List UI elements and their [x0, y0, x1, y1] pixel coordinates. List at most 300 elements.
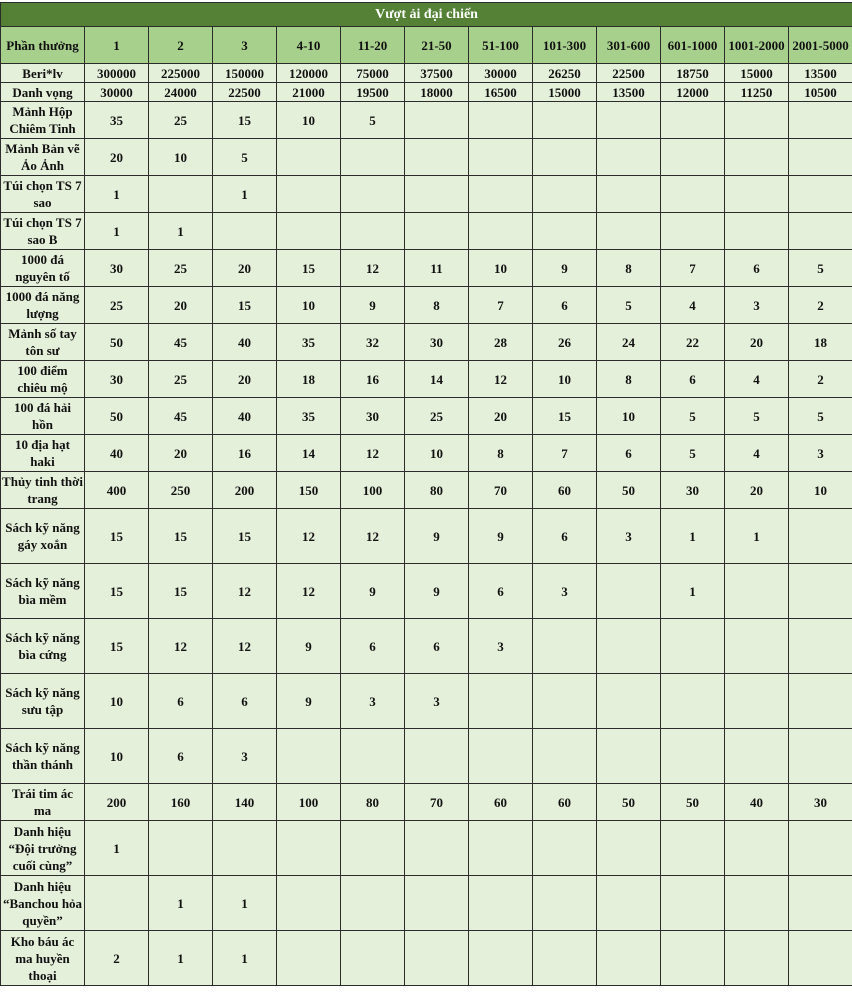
reward-row — [1, 435, 852, 472]
reward-value: 150 — [277, 472, 341, 509]
reward-value: 40 — [85, 435, 149, 472]
reward-value — [533, 102, 597, 139]
reward-value — [469, 176, 533, 213]
reward-value: 3 — [725, 287, 789, 324]
reward-value: 25 — [149, 102, 213, 139]
reward-value: 40 — [213, 324, 277, 361]
reward-value: 21000 — [277, 83, 341, 102]
reward-value: 18000 — [405, 83, 469, 102]
reward-value: 160 — [149, 784, 213, 821]
reward-value: 20 — [213, 361, 277, 398]
reward-value — [405, 213, 469, 250]
reward-value: 10 — [533, 361, 597, 398]
reward-row — [1, 509, 852, 564]
reward-value: 13500 — [789, 64, 852, 83]
reward-row — [1, 287, 852, 324]
reward-value: 32 — [341, 324, 405, 361]
reward-value: 12 — [149, 619, 213, 674]
reward-value: 15 — [277, 250, 341, 287]
reward-value — [405, 102, 469, 139]
reward-value: 15000 — [725, 64, 789, 83]
rank-header: 2001-5000 — [789, 27, 852, 64]
reward-value — [725, 564, 789, 619]
reward-value: 15 — [533, 398, 597, 435]
reward-value: 9 — [341, 564, 405, 619]
reward-value — [789, 139, 852, 176]
reward-value: 24 — [597, 324, 661, 361]
reward-value — [405, 729, 469, 784]
reward-value: 30 — [405, 324, 469, 361]
reward-value — [597, 176, 661, 213]
rank-header: 601-1000 — [661, 27, 725, 64]
reward-value: 5 — [213, 139, 277, 176]
reward-value — [341, 729, 405, 784]
reward-row — [1, 83, 852, 102]
reward-value: 4 — [725, 435, 789, 472]
reward-value — [469, 213, 533, 250]
reward-value — [469, 674, 533, 729]
rank-header: 51-100 — [469, 27, 533, 64]
rank-header: 101-300 — [533, 27, 597, 64]
rank-header: 11-20 — [341, 27, 405, 64]
reward-value: 18750 — [661, 64, 725, 83]
reward-name: Sách kỹ năng thần thánh — [1, 729, 85, 784]
reward-value: 10 — [277, 287, 341, 324]
reward-value: 12 — [341, 509, 405, 564]
reward-value: 40 — [213, 398, 277, 435]
reward-value: 50 — [597, 472, 661, 509]
reward-name: 1000 đá năng lượng — [1, 287, 85, 324]
reward-value: 200 — [213, 472, 277, 509]
reward-value: 300000 — [85, 64, 149, 83]
reward-value: 20 — [85, 139, 149, 176]
reward-value: 70 — [405, 784, 469, 821]
reward-name: Kho báu ác ma huyền thoại — [1, 931, 85, 986]
reward-value: 10 — [789, 472, 852, 509]
reward-value: 60 — [469, 784, 533, 821]
reward-row — [1, 472, 852, 509]
reward-value — [661, 674, 725, 729]
reward-value — [725, 139, 789, 176]
reward-value: 15 — [85, 509, 149, 564]
reward-value: 140 — [213, 784, 277, 821]
reward-value — [597, 619, 661, 674]
reward-value: 5 — [725, 398, 789, 435]
reward-value — [725, 619, 789, 674]
reward-value: 1 — [149, 931, 213, 986]
reward-value: 5 — [661, 398, 725, 435]
reward-value: 45 — [149, 398, 213, 435]
reward-value: 22500 — [213, 83, 277, 102]
reward-row — [1, 398, 852, 435]
reward-value: 8 — [597, 361, 661, 398]
reward-name: Thủy tinh thời trang — [1, 472, 85, 509]
reward-value: 12 — [341, 435, 405, 472]
reward-value: 3 — [789, 435, 852, 472]
rank-header: 2 — [149, 27, 213, 64]
reward-value: 30 — [789, 784, 852, 821]
reward-value: 1 — [213, 931, 277, 986]
reward-value: 26250 — [533, 64, 597, 83]
reward-value: 30000 — [85, 83, 149, 102]
reward-value — [149, 821, 213, 876]
reward-value: 60 — [533, 784, 597, 821]
reward-value: 80 — [405, 472, 469, 509]
reward-row — [1, 102, 852, 139]
reward-value — [341, 176, 405, 213]
reward-value: 9 — [533, 250, 597, 287]
reward-value — [725, 102, 789, 139]
reward-value: 24000 — [149, 83, 213, 102]
reward-value — [341, 876, 405, 931]
reward-value: 6 — [405, 619, 469, 674]
reward-value — [597, 564, 661, 619]
header-row — [1, 27, 852, 64]
reward-value: 2 — [789, 361, 852, 398]
reward-value — [661, 213, 725, 250]
reward-value — [533, 674, 597, 729]
reward-value — [533, 729, 597, 784]
reward-value: 50 — [597, 784, 661, 821]
reward-value — [789, 931, 852, 986]
reward-value — [469, 139, 533, 176]
reward-value: 225000 — [149, 64, 213, 83]
reward-name: Danh hiệu “Đội trưởng cuối cùng” — [1, 821, 85, 876]
reward-value — [533, 619, 597, 674]
reward-value — [277, 729, 341, 784]
reward-value: 9 — [469, 509, 533, 564]
reward-value: 1 — [85, 821, 149, 876]
reward-value: 9 — [341, 287, 405, 324]
reward-row — [1, 250, 852, 287]
reward-name: Beri*lv — [1, 64, 85, 83]
reward-row — [1, 139, 852, 176]
reward-value: 3 — [341, 674, 405, 729]
reward-value — [597, 729, 661, 784]
reward-row — [1, 213, 852, 250]
reward-value — [469, 821, 533, 876]
reward-value — [789, 729, 852, 784]
reward-value — [789, 564, 852, 619]
reward-value: 3 — [533, 564, 597, 619]
reward-name: 10 địa hạt haki — [1, 435, 85, 472]
reward-value — [533, 176, 597, 213]
reward-value: 50 — [661, 784, 725, 821]
reward-name: Sách kỹ năng bìa mềm — [1, 564, 85, 619]
reward-value — [341, 213, 405, 250]
rank-header: 301-600 — [597, 27, 661, 64]
reward-value: 22500 — [597, 64, 661, 83]
reward-value — [533, 821, 597, 876]
reward-value — [469, 876, 533, 931]
reward-value: 10 — [85, 729, 149, 784]
reward-value: 11250 — [725, 83, 789, 102]
reward-value — [789, 674, 852, 729]
reward-value: 10 — [149, 139, 213, 176]
rank-header: 21-50 — [405, 27, 469, 64]
reward-value — [405, 821, 469, 876]
reward-value — [533, 213, 597, 250]
title-row — [1, 3, 852, 27]
reward-value — [341, 931, 405, 986]
reward-value: 5 — [661, 435, 725, 472]
reward-value — [725, 674, 789, 729]
reward-value: 5 — [341, 102, 405, 139]
reward-value — [661, 931, 725, 986]
reward-value: 6 — [597, 435, 661, 472]
reward-value: 28 — [469, 324, 533, 361]
reward-value — [597, 876, 661, 931]
reward-row — [1, 324, 852, 361]
reward-value — [661, 139, 725, 176]
reward-value — [405, 139, 469, 176]
reward-value: 1 — [661, 509, 725, 564]
reward-value: 10 — [85, 674, 149, 729]
reward-value: 12 — [469, 361, 533, 398]
reward-value — [277, 931, 341, 986]
reward-row — [1, 64, 852, 83]
reward-value: 16500 — [469, 83, 533, 102]
reward-value: 12 — [277, 509, 341, 564]
reward-value: 6 — [149, 729, 213, 784]
reward-name: Sách kỹ năng bìa cứng — [1, 619, 85, 674]
reward-value: 11 — [405, 250, 469, 287]
reward-value: 10 — [277, 102, 341, 139]
reward-value: 8 — [469, 435, 533, 472]
reward-row — [1, 619, 852, 674]
reward-value: 100 — [277, 784, 341, 821]
reward-value — [341, 139, 405, 176]
reward-value: 25 — [85, 287, 149, 324]
reward-value: 37500 — [405, 64, 469, 83]
reward-value — [277, 139, 341, 176]
reward-row — [1, 361, 852, 398]
reward-value — [405, 176, 469, 213]
reward-value — [533, 876, 597, 931]
reward-row — [1, 729, 852, 784]
reward-value: 8 — [597, 250, 661, 287]
reward-value: 12000 — [661, 83, 725, 102]
reward-value: 2 — [85, 931, 149, 986]
reward-value — [277, 821, 341, 876]
reward-value: 6 — [341, 619, 405, 674]
rank-header: 4-10 — [277, 27, 341, 64]
reward-name: Túi chọn TS 7 sao — [1, 176, 85, 213]
reward-value: 75000 — [341, 64, 405, 83]
reward-value: 16 — [341, 361, 405, 398]
reward-value: 12 — [213, 619, 277, 674]
reward-value — [789, 619, 852, 674]
reward-name: Trái tim ác ma — [1, 784, 85, 821]
reward-value: 10500 — [789, 83, 852, 102]
reward-value — [789, 821, 852, 876]
reward-value — [789, 213, 852, 250]
reward-value — [661, 876, 725, 931]
reward-value: 4 — [725, 361, 789, 398]
reward-value: 30 — [661, 472, 725, 509]
reward-value: 6 — [149, 674, 213, 729]
reward-value: 10 — [405, 435, 469, 472]
reward-name: 100 đá hải hồn — [1, 398, 85, 435]
reward-value: 1 — [213, 176, 277, 213]
reward-table — [0, 2, 852, 986]
reward-value — [149, 176, 213, 213]
reward-value: 7 — [533, 435, 597, 472]
reward-value: 150000 — [213, 64, 277, 83]
reward-value — [213, 213, 277, 250]
reward-value: 40 — [725, 784, 789, 821]
reward-value: 25 — [149, 361, 213, 398]
reward-value: 3 — [213, 729, 277, 784]
reward-value: 9 — [405, 564, 469, 619]
reward-value: 20 — [725, 472, 789, 509]
reward-value: 6 — [469, 564, 533, 619]
reward-value: 6 — [533, 287, 597, 324]
reward-value — [597, 213, 661, 250]
reward-value: 60 — [533, 472, 597, 509]
reward-row — [1, 564, 852, 619]
reward-value: 18 — [789, 324, 852, 361]
reward-value: 4 — [661, 287, 725, 324]
reward-value — [789, 176, 852, 213]
reward-value: 30 — [85, 361, 149, 398]
reward-value — [469, 102, 533, 139]
reward-value — [597, 102, 661, 139]
reward-value: 250 — [149, 472, 213, 509]
reward-value — [725, 931, 789, 986]
reward-value: 26 — [533, 324, 597, 361]
reward-value: 15 — [213, 509, 277, 564]
reward-name: Mảnh số tay tôn sư — [1, 324, 85, 361]
reward-value: 9 — [277, 674, 341, 729]
reward-name: Danh vọng — [1, 83, 85, 102]
reward-value: 35 — [277, 398, 341, 435]
reward-name: Danh hiệu “Banchou hỏa quyền” — [1, 876, 85, 931]
reward-value — [405, 876, 469, 931]
reward-value — [725, 729, 789, 784]
reward-value — [277, 176, 341, 213]
reward-value: 7 — [661, 250, 725, 287]
reward-value: 6 — [533, 509, 597, 564]
reward-name: 100 điểm chiêu mộ — [1, 361, 85, 398]
reward-value: 22 — [661, 324, 725, 361]
reward-value: 1 — [85, 176, 149, 213]
reward-row — [1, 176, 852, 213]
reward-value — [469, 729, 533, 784]
reward-value — [789, 509, 852, 564]
reward-row — [1, 931, 852, 986]
reward-value: 15 — [213, 287, 277, 324]
reward-value: 20 — [725, 324, 789, 361]
reward-value — [661, 821, 725, 876]
reward-value — [277, 213, 341, 250]
reward-value: 3 — [597, 509, 661, 564]
reward-value: 16 — [213, 435, 277, 472]
reward-value — [661, 619, 725, 674]
reward-value: 1 — [213, 876, 277, 931]
reward-value — [725, 176, 789, 213]
reward-value — [277, 876, 341, 931]
reward-value — [789, 876, 852, 931]
reward-value: 8 — [405, 287, 469, 324]
reward-value — [789, 102, 852, 139]
reward-value: 12 — [213, 564, 277, 619]
reward-value: 80 — [341, 784, 405, 821]
reward-value: 1 — [85, 213, 149, 250]
reward-value: 400 — [85, 472, 149, 509]
reward-value: 19500 — [341, 83, 405, 102]
reward-value: 70 — [469, 472, 533, 509]
reward-value: 1 — [149, 876, 213, 931]
reward-value: 12 — [277, 564, 341, 619]
reward-name: Mảnh Bản vẽ Ảo Ảnh — [1, 139, 85, 176]
reward-value: 5 — [597, 287, 661, 324]
reward-value: 20 — [149, 435, 213, 472]
reward-value: 14 — [405, 361, 469, 398]
reward-value: 1 — [725, 509, 789, 564]
reward-value — [85, 876, 149, 931]
reward-value: 25 — [405, 398, 469, 435]
reward-value: 14 — [277, 435, 341, 472]
reward-value: 30000 — [469, 64, 533, 83]
reward-value — [341, 821, 405, 876]
reward-value: 50 — [85, 398, 149, 435]
reward-value: 100 — [341, 472, 405, 509]
reward-value — [597, 674, 661, 729]
reward-value: 20 — [469, 398, 533, 435]
reward-value: 3 — [405, 674, 469, 729]
reward-value: 35 — [85, 102, 149, 139]
reward-value: 2 — [789, 287, 852, 324]
reward-value: 35 — [277, 324, 341, 361]
reward-row — [1, 821, 852, 876]
table-title: Vượt ải đại chiến — [1, 3, 852, 27]
reward-value — [661, 176, 725, 213]
reward-value — [533, 139, 597, 176]
reward-value — [661, 102, 725, 139]
reward-value: 5 — [789, 398, 852, 435]
reward-value — [597, 931, 661, 986]
reward-name: Sách kỹ năng sưu tập — [1, 674, 85, 729]
rank-header: 1 — [85, 27, 149, 64]
reward-row — [1, 674, 852, 729]
reward-value: 15 — [149, 509, 213, 564]
reward-value: 18 — [277, 361, 341, 398]
reward-value: 9 — [405, 509, 469, 564]
reward-value: 1 — [661, 564, 725, 619]
reward-value — [597, 821, 661, 876]
reward-value: 50 — [85, 324, 149, 361]
reward-value: 200 — [85, 784, 149, 821]
reward-value: 15 — [213, 102, 277, 139]
reward-value — [661, 729, 725, 784]
reward-value — [725, 821, 789, 876]
reward-value: 15 — [85, 564, 149, 619]
reward-value — [725, 213, 789, 250]
reward-value: 3 — [469, 619, 533, 674]
reward-row — [1, 876, 852, 931]
reward-value — [405, 931, 469, 986]
header-label: Phần thưởng — [1, 27, 85, 64]
reward-value: 9 — [277, 619, 341, 674]
reward-value: 5 — [789, 250, 852, 287]
reward-value: 30 — [341, 398, 405, 435]
reward-value — [533, 931, 597, 986]
reward-value: 20 — [149, 287, 213, 324]
reward-value: 15 — [85, 619, 149, 674]
rank-header: 3 — [213, 27, 277, 64]
reward-value: 6 — [725, 250, 789, 287]
